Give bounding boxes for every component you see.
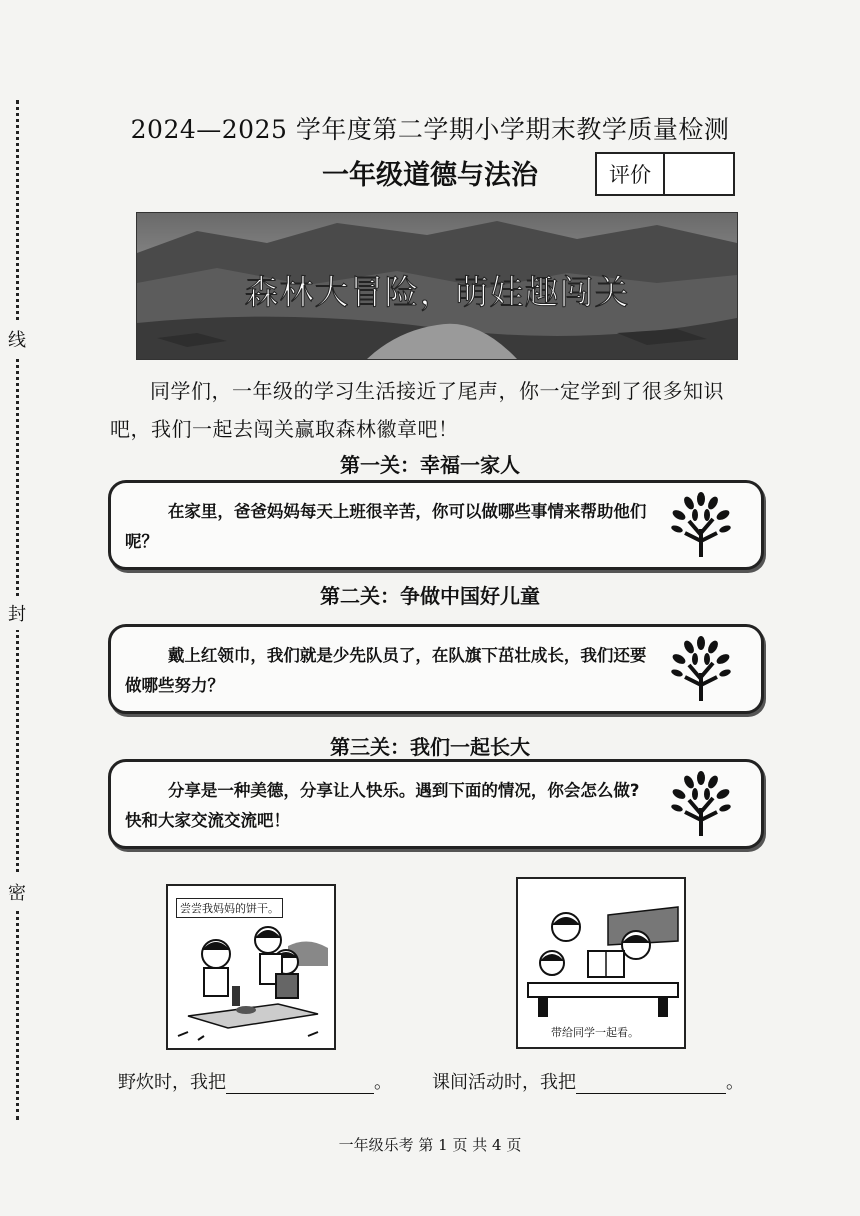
level-2-question: 戴上红领巾，我们就是少先队员了，在队旗下茁壮成长，我们还要做哪些努力？ xyxy=(125,646,647,695)
grade-label: 评价 xyxy=(597,154,665,194)
picnic-prompt-end: 。 xyxy=(374,1072,392,1093)
classroom-children-drawing xyxy=(518,879,684,1047)
margin-char-mi: 密 xyxy=(2,875,32,909)
margin-char-feng: 封 xyxy=(2,596,32,630)
picnic-prompt: 野炊时，我把 xyxy=(118,1072,226,1093)
level-1-title: 第一关：幸福一家人 xyxy=(340,453,520,477)
tree-icon xyxy=(667,633,735,703)
margin-char-xian: 线 xyxy=(2,322,32,356)
grade-box xyxy=(595,152,735,196)
tree-icon xyxy=(667,768,735,838)
recess-prompt-end: 。 xyxy=(726,1072,744,1093)
page-footer: 一年级乐考 第 1 页 共 4 页 xyxy=(338,1136,522,1154)
picnic-caption: 尝尝我妈妈的饼干。 xyxy=(176,898,283,918)
picnic-answer-line xyxy=(118,1068,392,1094)
grade-field[interactable] xyxy=(665,154,733,194)
level-3-question: 分享是一种美德，分享让人快乐。遇到下面的情况，你会怎么做?快和大家交流交流吧！ xyxy=(125,781,640,830)
recess-answer-line xyxy=(432,1068,744,1094)
banner-image xyxy=(136,212,738,360)
level-2-question-box xyxy=(108,624,764,714)
intro-paragraph: 同学们，一年级的学习生活接近了尾声，你一定学到了很多知识吧，我们一起去闯关赢取森林徽章吧！ xyxy=(110,379,724,441)
tree-icon xyxy=(667,489,735,559)
classroom-illustration xyxy=(516,877,686,1049)
level-2-title: 第二关：争做中国好儿童 xyxy=(320,584,540,608)
picnic-answer-blank[interactable] xyxy=(226,1075,374,1094)
level-3-title: 第三关：我们一起长大 xyxy=(330,735,530,759)
recess-answer-blank[interactable] xyxy=(576,1075,726,1094)
picnic-illustration xyxy=(166,884,336,1050)
level-1-question: 在家里，爸爸妈妈每天上班很辛苦，你可以做哪些事情来帮助他们呢？ xyxy=(125,502,647,551)
recess-prompt: 课间活动时，我把 xyxy=(432,1072,576,1093)
subject-title: 一年级道德与法治 xyxy=(322,160,538,191)
classroom-caption: 带给同学一起看。 xyxy=(548,1023,642,1041)
level-1-question-box xyxy=(108,480,764,570)
level-3-question-box xyxy=(108,759,764,849)
exam-title: 2024—2025 学年度第二学期小学期末教学质量检测 xyxy=(130,115,730,144)
banner-title: 森林大冒险，萌娃趣闯关 xyxy=(244,273,630,313)
